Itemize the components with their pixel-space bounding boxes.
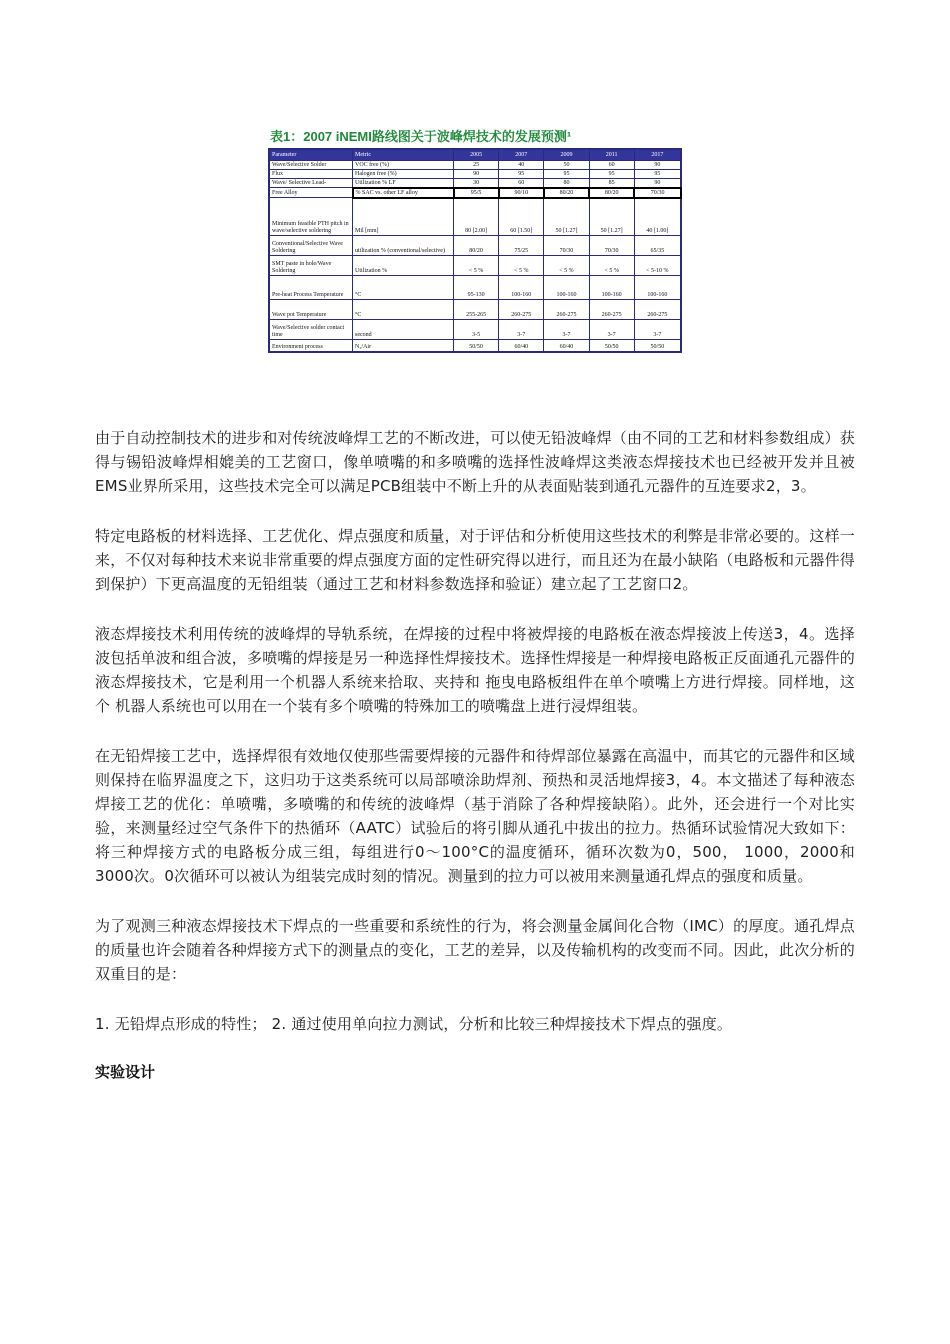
value-cell: 80 [2.00]: [454, 198, 499, 236]
value-cell: 100-160: [634, 276, 681, 300]
paragraph: 液态焊接技术利用传统的波峰焊的导轨系统，在焊接的过程中将被焊接的电路板在液态焊接波上传送3，4。选择波包括单波和组合波，多喷嘴的焊接是另一种选择性焊接技术。选择性焊接是一种焊接电路板正反面通孔元器件的液态焊接技术，它是利用一个机器人系统来拾取、夹持和 拖曳电路板组件在单个喷嘴上方进行焊接。同样地，这个 机器人系统也可以用在一个装有多个喷嘴的特殊加工的喷嘴盘上进行浸焊组装。: [95, 625, 856, 715]
value-cell: 60: [589, 161, 634, 170]
value-cell: 60/40: [544, 340, 589, 352]
table-row: [269, 320, 681, 340]
param-cell: Pre-heat Process Temperature: [269, 276, 353, 300]
table-row: [269, 256, 681, 276]
param-cell: Minimum feasible PTH pitch in wave/selective soldering: [269, 198, 353, 236]
value-cell: 30: [454, 179, 499, 188]
table-row: [269, 170, 681, 179]
param-cell: SMT paste in hole/Wave Soldering: [269, 256, 353, 276]
header-cell: 2005: [454, 149, 499, 161]
table-row: [269, 340, 681, 352]
value-cell: 50 [1.27]: [589, 198, 634, 236]
param-cell: Wave/Selective Solder: [269, 161, 353, 170]
value-cell: 100-160: [589, 276, 634, 300]
metric-cell: % SAC vs. other LF alloy: [353, 188, 454, 198]
value-cell: 90: [634, 161, 681, 170]
value-cell: 100-160: [544, 276, 589, 300]
param-cell: Wave/Selective solder contact time: [269, 320, 353, 340]
metric-cell: utilization % (conventional/selective): [353, 236, 454, 256]
value-cell: 60 [1.50]: [499, 198, 544, 236]
value-cell: 50/50: [589, 340, 634, 352]
table-row: [269, 179, 681, 188]
value-cell: 85: [589, 179, 634, 188]
value-cell: 255-265: [454, 300, 499, 320]
value-cell: 260-275: [544, 300, 589, 320]
metric-cell: Utilization %: [353, 256, 454, 276]
value-cell: 65/35: [634, 236, 681, 256]
value-cell: 80/20: [544, 188, 589, 198]
roadmap-table-figure: [268, 126, 684, 353]
value-cell: 40 [1.00]: [634, 198, 681, 236]
value-cell: 70/30: [589, 236, 634, 256]
value-cell: 90: [454, 170, 499, 179]
value-cell: 90/10: [499, 188, 544, 198]
value-cell: < 5-10 %: [634, 256, 681, 276]
value-cell: 80: [544, 179, 589, 188]
value-cell: 3-5: [454, 320, 499, 340]
value-cell: 95/5: [454, 188, 499, 198]
table-row: [269, 198, 681, 236]
value-cell: 50/50: [454, 340, 499, 352]
objectives-list: 1. 无铅焊点形成的特性； 2. 通过使用单向拉力测试，分析和比较三种焊接技术下焊点的强度。: [95, 1015, 733, 1033]
value-cell: 260-275: [589, 300, 634, 320]
param-cell: Free Alloy: [269, 188, 353, 198]
section-heading: 实验设计: [95, 1063, 156, 1081]
value-cell: 75/25: [499, 236, 544, 256]
article-body: [95, 426, 855, 1084]
value-cell: 90: [634, 179, 681, 188]
value-cell: 25: [454, 161, 499, 170]
value-cell: 3-7: [544, 320, 589, 340]
param-cell: Conventional/Selective Wave Soldering: [269, 236, 353, 256]
header-cell: 2011: [589, 149, 634, 161]
paragraph: 特定电路板的材料选择、工艺优化、焊点强度和质量，对于评估和分析使用这些技术的利弊是非常必要的。这样一来，不仅对每种技术来说非常重要的焊点强度方面的定性研究得以进行，而且还为在最小缺陷（电路板和元器件得到保护）下更高温度的无铅组装（通过工艺和材料参数选择和验证）建立起了工艺窗口2。: [95, 527, 856, 593]
metric-cell: Mil [mm]: [353, 198, 454, 236]
value-cell: 3-7: [499, 320, 544, 340]
param-cell: Environment process: [269, 340, 353, 352]
value-cell: < 5 %: [589, 256, 634, 276]
value-cell: 95: [544, 170, 589, 179]
value-cell: < 5 %: [499, 256, 544, 276]
metric-cell: VOC free (%): [353, 161, 454, 170]
param-cell: Flux: [269, 170, 353, 179]
header-cell: 2017: [634, 149, 681, 161]
table-row: [269, 300, 681, 320]
value-cell: 80/20: [454, 236, 499, 256]
param-cell: Wave pot Temperature: [269, 300, 353, 320]
value-cell: 95: [499, 170, 544, 179]
value-cell: 40: [499, 161, 544, 170]
metric-cell: second: [353, 320, 454, 340]
table-row: [269, 276, 681, 300]
value-cell: 60/40: [499, 340, 544, 352]
value-cell: 70/30: [544, 236, 589, 256]
value-cell: 50/50: [634, 340, 681, 352]
paragraph: 为了观测三种液态焊接技术下焊点的一些重要和系统性的行为，将会测量金属间化合物（IMC）的厚度。通孔焊点的质量也许会随着各种焊接方式下的测量点的变化，工艺的差异，以及传输机构的改变而不同。因此，此次分析的双重目的是：: [95, 917, 856, 983]
param-cell: Wave/ Selective Lead-: [269, 179, 353, 188]
value-cell: 3-7: [634, 320, 681, 340]
value-cell: < 5 %: [454, 256, 499, 276]
paragraph: 在无铅焊接工艺中，选择焊很有效地仅使那些需要焊接的元器件和待焊部位暴露在高温中，而其它的元器件和区域则保持在临界温度之下，这归功于这类系统可以局部喷涂助焊剂、预热和灵活地焊接3，4。本文描述了每种液态焊接工艺的优化：单喷嘴，多喷嘴的和传统的波峰焊（基于消除了各种焊接缺陷）。此外，还会进行一个对比实验，来测量经过空气条件下的热循环（AATC）试验后的将引脚从通孔中拔出的拉力。热循环试验情况大致如下：将三种焊接方式的电路板分成三组，每组进行0～100°C的温度循环，循环次数为0，500， 1000，2000和3000次。0次循环可以被认为组装完成时刻的情况。测量到的拉力可以被用来测量通孔焊点的强度和质量。: [95, 747, 856, 885]
paragraph: 由于自动控制技术的进步和对传统波峰焊工艺的不断改进，可以使无铅波峰焊（由不同的工艺和材料参数组成）获得与锡铅波峰焊相媲美的工艺窗口，像单喷嘴的和多喷嘴的选择性波峰焊这类液态焊接技术也已经被开发并且被EMS业界所采用，这些技术完全可以满足PCB组装中不断上升的从表面贴装到通孔元器件的互连要求2，3。: [95, 429, 856, 495]
value-cell: 100-160: [499, 276, 544, 300]
metric-cell: °C: [353, 276, 454, 300]
metric-cell: N₂/Air: [353, 340, 454, 352]
value-cell: 95: [589, 170, 634, 179]
figure-title: 表1：2007 iNEMI路线图关于波峰焊技术的发展预测¹: [270, 129, 572, 144]
metric-cell: Utilization % LF: [353, 179, 454, 188]
header-cell: Metric: [353, 149, 454, 161]
value-cell: 3-7: [589, 320, 634, 340]
value-cell: 50 [1.27]: [544, 198, 589, 236]
value-cell: 95: [634, 170, 681, 179]
metric-cell: Halogen free (%): [353, 170, 454, 179]
value-cell: < 5 %: [544, 256, 589, 276]
table-row: [269, 188, 681, 198]
value-cell: 95-130: [454, 276, 499, 300]
header-cell: 2007: [499, 149, 544, 161]
header-cell: 2009: [544, 149, 589, 161]
table-header-row: [269, 149, 681, 161]
metric-cell: °C: [353, 300, 454, 320]
table-row: [269, 161, 681, 170]
value-cell: 80/20: [589, 188, 634, 198]
value-cell: 260-275: [634, 300, 681, 320]
roadmap-table: [268, 148, 682, 353]
value-cell: 50: [544, 161, 589, 170]
value-cell: 60: [499, 179, 544, 188]
value-cell: 70/30: [634, 188, 681, 198]
header-cell: Parameter: [269, 149, 353, 161]
value-cell: 260-275: [499, 300, 544, 320]
table-row: [269, 236, 681, 256]
